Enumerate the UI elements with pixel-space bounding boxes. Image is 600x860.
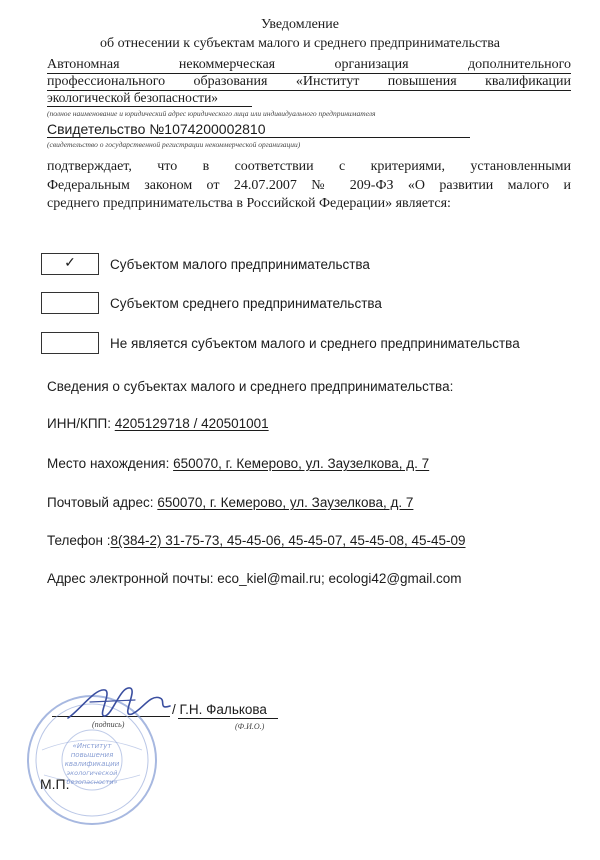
postal-label: Почтовый адрес:: [47, 495, 158, 510]
svg-text:повышения: повышения: [70, 751, 114, 759]
details-heading: Сведения о субъектах малого и среднего предпринимательства:: [47, 379, 454, 394]
phone-label: Телефон :: [47, 533, 111, 548]
location-value: 650070, г. Кемерово, ул. Заузелкова, д. 7: [173, 456, 430, 471]
phone-row: [47, 532, 466, 549]
medium-business-checkbox[interactable]: [41, 292, 99, 314]
body-line-1: подтверждает, что в соответствии с критериями, установленными: [47, 159, 571, 174]
name-line: [178, 718, 278, 719]
organization-line-2: профессионального образования «Институт повышения квалификации: [47, 74, 571, 89]
certificate-number: Свидетельство №1074200002810: [47, 121, 470, 138]
handwritten-signature: [60, 680, 175, 725]
inn-value: 4205129718 / 420501001: [114, 416, 269, 431]
postal-row: [47, 494, 413, 511]
organization-line-3: экологической безопасности»: [47, 90, 252, 107]
small-business-label: Субъектом малого предпринимательства: [110, 257, 370, 272]
mp-label: М.П.: [40, 776, 70, 792]
document-title: Уведомление: [260, 17, 339, 32]
medium-business-label: Субъектом среднего предпринимательства: [110, 296, 382, 311]
inn-row: [47, 415, 269, 432]
svg-text:квалификации: квалификации: [64, 760, 120, 768]
organization-caption: (полное наименование и юридический адрес юридического лица или индивидуального предпринимателя: [47, 109, 376, 118]
body-line-2: Федеральным законом от 24.07.2007 № 209-ФЗ «О развитии малого и: [47, 178, 571, 193]
organization-line-1: Автономная некоммерческая организация дополнительного: [47, 57, 571, 72]
email-value: eco_kiel@mail.ru; ecologi42@gmail.com: [217, 571, 462, 586]
podpis-caption: (подпись): [92, 720, 125, 729]
phone-value: 8(384-2) 31-75-73, 45-45-06, 45-45-07, 45-45-08, 45-45-09: [110, 533, 466, 548]
signer-name: / Г.Н. Фалькова: [172, 702, 267, 717]
not-sme-checkbox[interactable]: [41, 332, 99, 354]
not-sme-label: Не является субъектом малого и среднего предпринимательства: [110, 336, 520, 351]
location-label: Место нахождения:: [47, 456, 174, 471]
postal-value: 650070, г. Кемерово, ул. Заузелкова, д. 7: [157, 495, 414, 510]
location-row: [47, 455, 429, 472]
svg-text:«Институт: «Институт: [72, 742, 112, 750]
certificate-caption: (свидетельство о государственной регистрации некоммерческой организации): [47, 140, 301, 149]
document-subtitle: об отнесении к субъектам малого и среднего предпринимательства: [100, 36, 500, 51]
inn-label: ИНН/КПП:: [47, 416, 115, 431]
body-line-3: среднего предпринимательства в Российской Федерации» является:: [47, 196, 451, 211]
fio-caption: (Ф.И.О.): [235, 722, 265, 731]
small-business-checkbox[interactable]: ✓: [41, 253, 99, 275]
svg-text:безопасности»: безопасности»: [66, 778, 118, 786]
email-label: Адрес электронной почты:: [47, 571, 218, 586]
email-row: [47, 570, 462, 587]
svg-text:экологической: экологической: [66, 769, 118, 777]
